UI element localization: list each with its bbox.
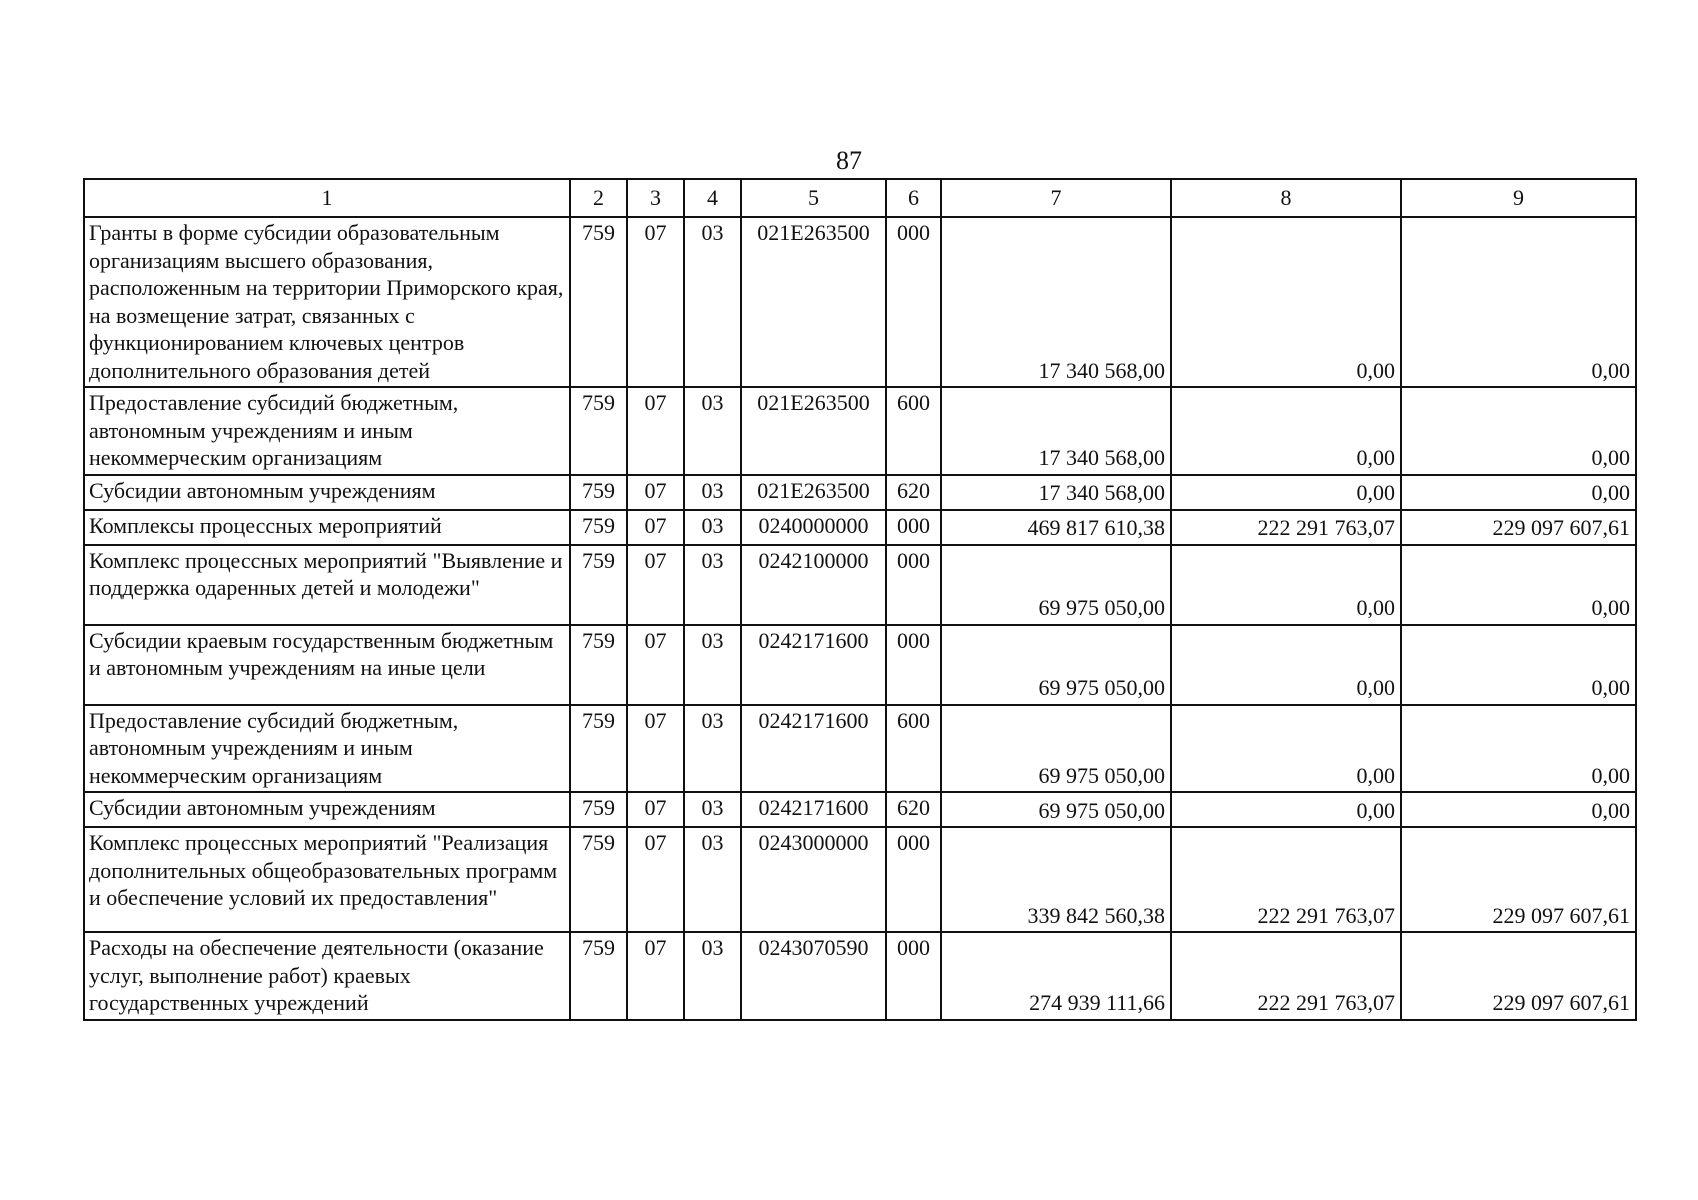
target-article-code: 0242100000 (741, 545, 886, 625)
header-cell-6: 6 (886, 179, 941, 217)
amount-col-8: 222 291 763,07 (1171, 827, 1401, 932)
table-row (84, 625, 1636, 705)
subsection-code: 03 (684, 625, 741, 705)
section-code: 07 (627, 932, 684, 1020)
table-row (84, 475, 1636, 510)
header-cell-8: 8 (1171, 179, 1401, 217)
amount-col-7: 69 975 050,00 (941, 545, 1171, 625)
ministry-code: 759 (570, 705, 627, 793)
page-number: 87 (836, 146, 862, 175)
subsection-code: 03 (684, 510, 741, 545)
ministry-code: 759 (570, 625, 627, 705)
subsection-code: 03 (684, 387, 741, 475)
table-row (84, 217, 1636, 387)
row-description: Предоставление субсидий бюджетным, автономным учреждениям и иным некоммерческим организациям (84, 387, 570, 475)
expense-type-code: 000 (886, 932, 941, 1020)
target-article-code: 021E263500 (741, 217, 886, 387)
amount-col-9: 0,00 (1401, 625, 1636, 705)
amount-col-8: 0,00 (1171, 475, 1401, 510)
header-cell-7: 7 (941, 179, 1171, 217)
table-row (84, 510, 1636, 545)
row-description: Комплекс процессных мероприятий "Реализация дополнительных общеобразовательных программ и обеспечение условий их предоставления" (84, 827, 570, 932)
amount-col-8: 0,00 (1171, 792, 1401, 827)
amount-col-7: 17 340 568,00 (941, 217, 1171, 387)
row-description: Субсидии автономным учреждениям (84, 792, 570, 827)
section-code: 07 (627, 625, 684, 705)
ministry-code: 759 (570, 217, 627, 387)
target-article-code: 021E263500 (741, 475, 886, 510)
target-article-code: 0242171600 (741, 792, 886, 827)
subsection-code: 03 (684, 705, 741, 793)
section-code: 07 (627, 387, 684, 475)
ministry-code: 759 (570, 827, 627, 932)
amount-col-9: 229 097 607,61 (1401, 827, 1636, 932)
amount-col-8: 0,00 (1171, 545, 1401, 625)
amount-col-9: 0,00 (1401, 545, 1636, 625)
expense-type-code: 000 (886, 625, 941, 705)
section-code: 07 (627, 475, 684, 510)
amount-col-7: 469 817 610,38 (941, 510, 1171, 545)
amount-col-8: 0,00 (1171, 217, 1401, 387)
table-row (84, 387, 1636, 475)
table-row (84, 827, 1636, 932)
section-code: 07 (627, 705, 684, 793)
ministry-code: 759 (570, 387, 627, 475)
table-row (84, 792, 1636, 827)
section-code: 07 (627, 510, 684, 545)
amount-col-8: 0,00 (1171, 705, 1401, 793)
target-article-code: 0243000000 (741, 827, 886, 932)
amount-col-8: 0,00 (1171, 387, 1401, 475)
row-description: Гранты в форме субсидии образовательным организациям высшего образования, расположенным на территории Приморского края, на возмещение затрат, связанных с функционированием ключевых центров дополнительного образования детей (84, 217, 570, 387)
amount-col-8: 222 291 763,07 (1171, 510, 1401, 545)
row-description: Расходы на обеспечение деятельности (оказание услуг, выполнение работ) краевых государственных учреждений (84, 932, 570, 1020)
header-cell-2: 2 (570, 179, 627, 217)
header-cell-4: 4 (684, 179, 741, 217)
subsection-code: 03 (684, 217, 741, 387)
subsection-code: 03 (684, 932, 741, 1020)
amount-col-7: 274 939 111,66 (941, 932, 1171, 1020)
section-code: 07 (627, 217, 684, 387)
subsection-code: 03 (684, 475, 741, 510)
section-code: 07 (627, 545, 684, 625)
budget-table (83, 178, 1637, 1021)
amount-col-9: 0,00 (1401, 705, 1636, 793)
target-article-code: 021E263500 (741, 387, 886, 475)
table-body (84, 179, 1636, 1020)
subsection-code: 03 (684, 545, 741, 625)
table-row (84, 705, 1636, 793)
expense-type-code: 000 (886, 510, 941, 545)
table-row (84, 932, 1636, 1020)
amount-col-9: 0,00 (1401, 475, 1636, 510)
amount-col-7: 17 340 568,00 (941, 475, 1171, 510)
section-code: 07 (627, 827, 684, 932)
target-article-code: 0242171600 (741, 625, 886, 705)
expense-type-code: 600 (886, 387, 941, 475)
row-description: Комплексы процессных мероприятий (84, 510, 570, 545)
amount-col-7: 17 340 568,00 (941, 387, 1171, 475)
section-code: 07 (627, 792, 684, 827)
subsection-code: 03 (684, 827, 741, 932)
row-description: Субсидии краевым государственным бюджетным и автономным учреждениям на иные цели (84, 625, 570, 705)
expense-type-code: 000 (886, 217, 941, 387)
column-number-header (84, 179, 1636, 217)
ministry-code: 759 (570, 792, 627, 827)
amount-col-9: 0,00 (1401, 217, 1636, 387)
header-cell-5: 5 (741, 179, 886, 217)
target-article-code: 0242171600 (741, 705, 886, 793)
amount-col-9: 0,00 (1401, 387, 1636, 475)
header-cell-1: 1 (84, 179, 570, 217)
subsection-code: 03 (684, 792, 741, 827)
expense-type-code: 620 (886, 792, 941, 827)
header-cell-3: 3 (627, 179, 684, 217)
amount-col-8: 222 291 763,07 (1171, 932, 1401, 1020)
expense-type-code: 000 (886, 827, 941, 932)
ministry-code: 759 (570, 545, 627, 625)
target-article-code: 0243070590 (741, 932, 886, 1020)
ministry-code: 759 (570, 932, 627, 1020)
row-description: Субсидии автономным учреждениям (84, 475, 570, 510)
header-cell-9: 9 (1401, 179, 1636, 217)
table-row (84, 545, 1636, 625)
expense-type-code: 600 (886, 705, 941, 793)
amount-col-9: 229 097 607,61 (1401, 932, 1636, 1020)
amount-col-7: 339 842 560,38 (941, 827, 1171, 932)
row-description: Комплекс процессных мероприятий "Выявление и поддержка одаренных детей и молодежи" (84, 545, 570, 625)
amount-col-7: 69 975 050,00 (941, 625, 1171, 705)
amount-col-7: 69 975 050,00 (941, 792, 1171, 827)
target-article-code: 0240000000 (741, 510, 886, 545)
expense-type-code: 000 (886, 545, 941, 625)
amount-col-9: 0,00 (1401, 792, 1636, 827)
row-description: Предоставление субсидий бюджетным, автономным учреждениям и иным некоммерческим организациям (84, 705, 570, 793)
amount-col-8: 0,00 (1171, 625, 1401, 705)
amount-col-7: 69 975 050,00 (941, 705, 1171, 793)
amount-col-9: 229 097 607,61 (1401, 510, 1636, 545)
expense-type-code: 620 (886, 475, 941, 510)
ministry-code: 759 (570, 510, 627, 545)
ministry-code: 759 (570, 475, 627, 510)
